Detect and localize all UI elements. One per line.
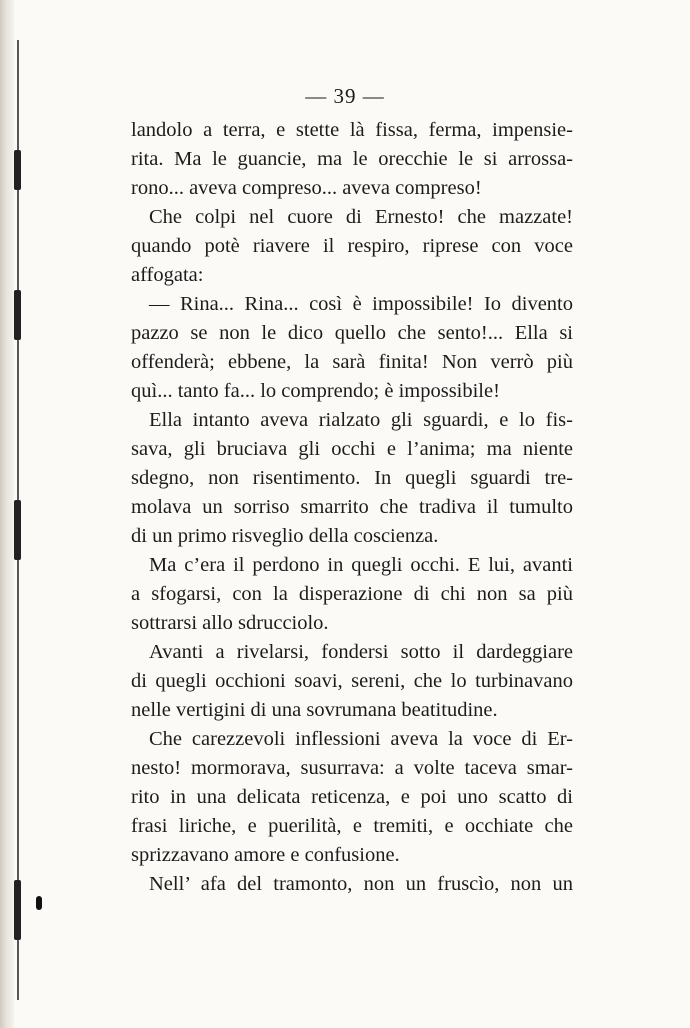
page-spine-shadow: [0, 0, 14, 1028]
text-line: Nell’ afa del tramonto, non un fruscìo, non un: [149, 873, 573, 895]
text-line: — Rina... Rina... così è impossibile! Io divento: [149, 293, 573, 315]
text-line: Avanti a rivelarsi, fondersi sotto il dardeggiare: [149, 641, 573, 663]
text-line: quì... tanto fa... lo comprendo; è impossibile!: [131, 380, 500, 402]
text-line: di un primo risveglio della coscienza.: [131, 525, 439, 547]
text-line: Ma c’era il perdono in quegli occhi. E lui, avanti: [149, 554, 573, 576]
text-line: rito in una delicata reticenza, e poi uno scatto di: [131, 786, 573, 808]
text-line: Ella intanto aveva rialzato gli sguardi, e lo fis-: [149, 409, 573, 431]
binding-mark: [14, 290, 21, 340]
text-line: di quegli occhioni soavi, sereni, che lo turbinavano: [131, 670, 573, 692]
text-line: quando potè riavere il respiro, riprese con voce: [131, 235, 573, 257]
binding-mark: [14, 500, 21, 560]
text-line: sdegno, non risentimento. In quegli sguardi tre-: [131, 467, 573, 489]
page-number: — 39 —: [305, 84, 385, 108]
text-line: pazzo se non le dico quello che sento!... Ella si: [131, 322, 573, 344]
text-line: rono... aveva compreso... aveva compreso!: [131, 177, 482, 199]
text-line: frasi liriche, e puerilità, e tremiti, e occhiate che: [131, 815, 573, 837]
text-line: Che carezzevoli inflessioni aveva la voce di Er-: [149, 728, 573, 750]
text-line: landolo a terra, e stette là fissa, ferma, impensie-: [131, 119, 573, 141]
margin-ink-mark: [36, 896, 42, 910]
text-line: offenderà; ebbene, la sarà finita! Non verrò più: [131, 351, 573, 373]
text-line: nelle vertigini di una sovrumana beatitudine.: [131, 699, 498, 721]
text-line: affogata:: [131, 264, 204, 286]
binding-mark: [14, 150, 21, 190]
text-line: nesto! mormorava, susurrava: a volte taceva smar-: [131, 757, 573, 779]
text-line: sava, gli bruciava gli occhi e l’anima; ma niente: [131, 438, 573, 460]
text-line: sprizzavano amore e confusione.: [131, 844, 400, 866]
text-line: molava un sorriso smarrito che tradiva il tumulto: [131, 496, 573, 518]
text-line: rita. Ma le guancie, ma le orecchie le si arrossa-: [131, 148, 573, 170]
text-line: a sfogarsi, con la disperazione di chi non sa più: [131, 583, 573, 605]
body-text: [131, 116, 573, 899]
text-line: sottrarsi allo sdrucciolo.: [131, 612, 329, 634]
text-line: Che colpi nel cuore di Ernesto! che mazzate!: [149, 206, 573, 228]
binding-mark: [14, 880, 21, 940]
